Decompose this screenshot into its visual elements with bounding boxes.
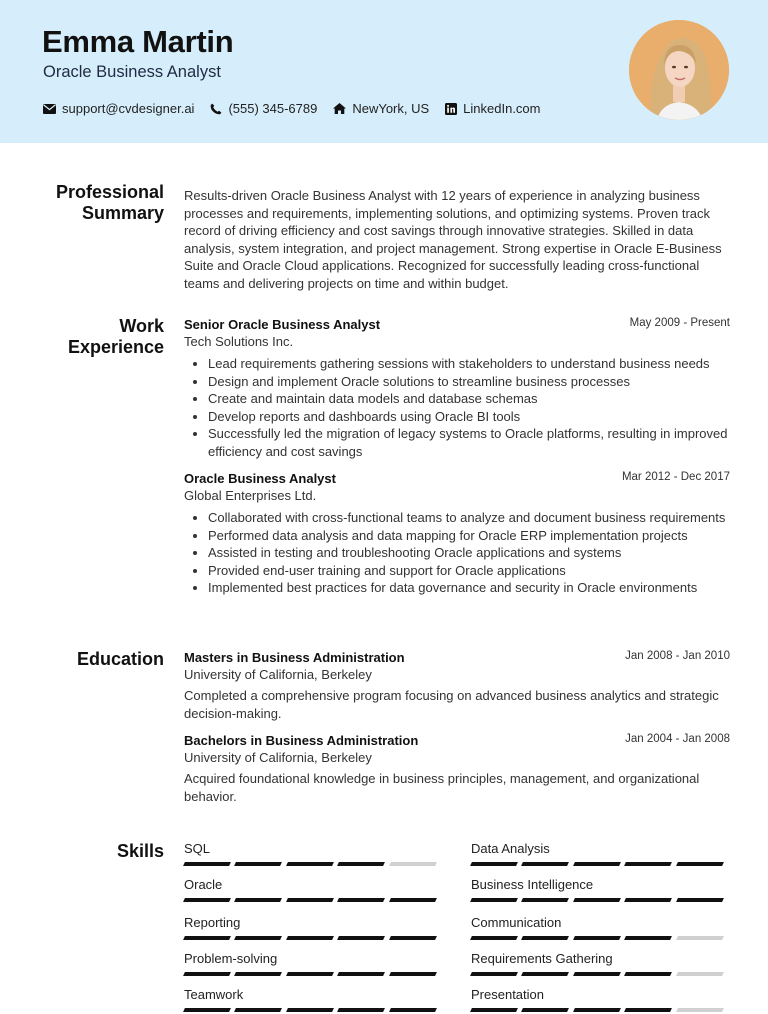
job-bullet: • Implemented best practices for data governance and security in Oracle environments [208, 579, 730, 597]
candidate-name: Emma Martin [42, 24, 234, 59]
skill-level [471, 972, 728, 976]
skill-level-segment [624, 862, 672, 866]
skill-level-segment [234, 898, 282, 902]
summary-text: Results-driven Oracle Business Analyst with 12 years of experience in analyzing business processes and requirements, implementing solutions, and optimizing systems. Proven track record of driving efficiency and cost savings through innovative strategies. Skilled in data analysis, system integration, and project management. Strong expertise in Oracle E-Business Suite and Oracle Cloud applications. Recognized for successfully leading cross-functional teams and delivering projects on time and within budget. [184, 188, 722, 291]
skill-item [184, 987, 441, 1012]
skill-item [184, 877, 441, 902]
skill-level-segment [573, 898, 621, 902]
skill-level-segment [234, 1008, 282, 1012]
skills-heading: Skills [116, 841, 164, 861]
skill-level-segment [286, 936, 334, 940]
skill-level-segment [624, 1008, 672, 1012]
skill-level-segment [573, 1008, 621, 1012]
education-entry [184, 650, 730, 722]
skill-level [184, 862, 441, 866]
skill-level-segment [286, 898, 334, 902]
job-dates: May 2009 - Present [629, 317, 730, 329]
job-bullet: • Create and maintain data models and database schemas [208, 390, 730, 408]
skill-level-segment [234, 972, 282, 976]
school-name: University of California, Berkeley [184, 667, 372, 682]
skill-level-segment [337, 1008, 385, 1012]
experience-heading [68, 316, 164, 358]
contact-bar [43, 101, 557, 116]
job-entry [184, 471, 730, 597]
skill-level-segment [676, 1008, 724, 1012]
skill-name: Business Intelligence [471, 877, 594, 892]
skill-level [184, 1008, 441, 1012]
linkedin-icon [445, 103, 457, 115]
contact-phone[interactable] [210, 101, 317, 116]
skill-level-segment [624, 972, 672, 976]
skill-level-segment [676, 862, 724, 866]
skill-level-segment [234, 936, 282, 940]
skill-level [184, 972, 441, 976]
skill-level-segment [234, 862, 282, 866]
avatar [629, 20, 729, 120]
skill-level-segment [573, 972, 621, 976]
contact-linkedin[interactable] [445, 101, 540, 116]
job-entry [184, 317, 730, 461]
skill-item [471, 951, 728, 976]
skill-level-segment [337, 898, 385, 902]
skill-name: Data Analysis [471, 841, 550, 856]
location-text: NewYork, US [352, 101, 430, 116]
skill-level-segment [286, 972, 334, 976]
education-dates: Jan 2008 - Jan 2010 [625, 650, 730, 662]
skill-name: Teamwork [184, 987, 244, 1002]
skill-level-segment [470, 898, 518, 902]
skill-level-segment [676, 898, 724, 902]
skill-level-segment [389, 862, 437, 866]
skill-level-segment [470, 972, 518, 976]
summary-heading-line2: Summary [81, 203, 164, 223]
skill-level-segment [183, 936, 231, 940]
skill-level-segment [183, 972, 231, 976]
skill-level-segment [286, 1008, 334, 1012]
skill-level-segment [521, 898, 569, 902]
skill-level [471, 898, 728, 902]
skill-item [184, 841, 441, 866]
job-company: Global Enterprises Ltd. [184, 488, 317, 503]
skill-level-segment [624, 936, 672, 940]
education-description: Acquired foundational knowledge in business principles, management, and organizational behavior. [184, 771, 700, 804]
phone-text: (555) 345-6789 [228, 101, 318, 116]
summary-heading-line1: Professional [55, 182, 164, 202]
skill-name: Problem-solving [184, 951, 278, 966]
skill-level-segment [521, 862, 569, 866]
skill-name: Presentation [471, 987, 544, 1002]
job-bullet: • Lead requirements gathering sessions with stakeholders to understand business needs [208, 355, 730, 373]
email-text: support@cvdesigner.ai [62, 101, 195, 116]
job-bullet: • Assisted in testing and troubleshooting Oracle applications and systems [208, 544, 730, 562]
skill-level-segment [521, 1008, 569, 1012]
home-icon [333, 103, 346, 114]
skill-level [471, 1008, 728, 1012]
skill-item [184, 951, 441, 976]
summary-heading [56, 182, 164, 224]
skill-item [471, 915, 728, 940]
skill-level [471, 936, 728, 940]
job-bullet: • Performed data analysis and data mapping for Oracle ERP implementation projects [208, 527, 730, 545]
profile-photo-icon [629, 20, 729, 120]
education-entry [184, 733, 730, 805]
contact-location [333, 101, 429, 116]
education-description: Completed a comprehensive program focusing on advanced business analytics and strategic decision-making. [184, 688, 719, 721]
job-bullet: • Provided end-user training and support for Oracle applications [208, 562, 730, 580]
skill-level-segment [389, 1008, 437, 1012]
experience-heading-line1: Work [119, 316, 164, 336]
skill-level-segment [470, 936, 518, 940]
candidate-title: Oracle Business Analyst [43, 63, 221, 81]
job-bullets [184, 509, 730, 597]
skill-level-segment [183, 1008, 231, 1012]
skill-level-segment [676, 936, 724, 940]
experience-heading-line2: Experience [67, 337, 164, 357]
skill-level-segment [573, 936, 621, 940]
job-bullets [184, 355, 730, 461]
skill-level-segment [389, 898, 437, 902]
education-heading: Education [76, 649, 164, 669]
phone-icon [210, 103, 222, 115]
skill-item [184, 915, 441, 940]
skill-level-segment [470, 862, 518, 866]
job-title: Oracle Business Analyst [184, 471, 336, 486]
envelope-icon [43, 104, 56, 114]
contact-email[interactable] [43, 101, 194, 116]
skill-level-segment [389, 972, 437, 976]
skill-level-segment [337, 936, 385, 940]
skill-name: Requirements Gathering [471, 951, 613, 966]
job-title: Senior Oracle Business Analyst [184, 317, 381, 332]
skill-level-segment [389, 936, 437, 940]
skill-level-segment [337, 862, 385, 866]
skill-level-segment [286, 862, 334, 866]
linkedin-text: LinkedIn.com [463, 101, 541, 116]
skill-level-segment [183, 898, 231, 902]
skill-level [471, 862, 728, 866]
skill-level-segment [521, 936, 569, 940]
skill-level [184, 898, 441, 902]
skill-item [471, 877, 728, 902]
skill-name: SQL [184, 841, 211, 856]
skill-name: Oracle [184, 877, 223, 892]
skill-name: Communication [471, 915, 562, 930]
skill-level-segment [470, 1008, 518, 1012]
job-bullet: • Develop reports and dashboards using Oracle BI tools [208, 408, 730, 426]
skill-level-segment [624, 898, 672, 902]
skill-level-segment [573, 862, 621, 866]
header-banner [0, 0, 768, 143]
degree-title: Bachelors in Business Administration [184, 733, 419, 748]
job-bullet: • Design and implement Oracle solutions to streamline business processes [208, 373, 730, 391]
education-dates: Jan 2004 - Jan 2008 [625, 733, 730, 745]
skill-level-segment [183, 862, 231, 866]
job-bullet: • Successfully led the migration of legacy systems to Oracle platforms, resulting in improved efficiency and cost savings [208, 425, 730, 460]
skill-level-segment [337, 972, 385, 976]
skill-level-segment [521, 972, 569, 976]
job-company: Tech Solutions Inc. [184, 334, 294, 349]
job-bullet: • Collaborated with cross-functional teams to analyze and document business requirements [208, 509, 730, 527]
degree-title: Masters in Business Administration [184, 650, 405, 665]
skill-item [471, 987, 728, 1012]
job-dates: Mar 2012 - Dec 2017 [621, 471, 730, 483]
skill-level [184, 936, 441, 940]
skill-item [471, 841, 728, 866]
skill-name: Reporting [184, 915, 241, 930]
school-name: University of California, Berkeley [184, 750, 372, 765]
skill-level-segment [676, 972, 724, 976]
